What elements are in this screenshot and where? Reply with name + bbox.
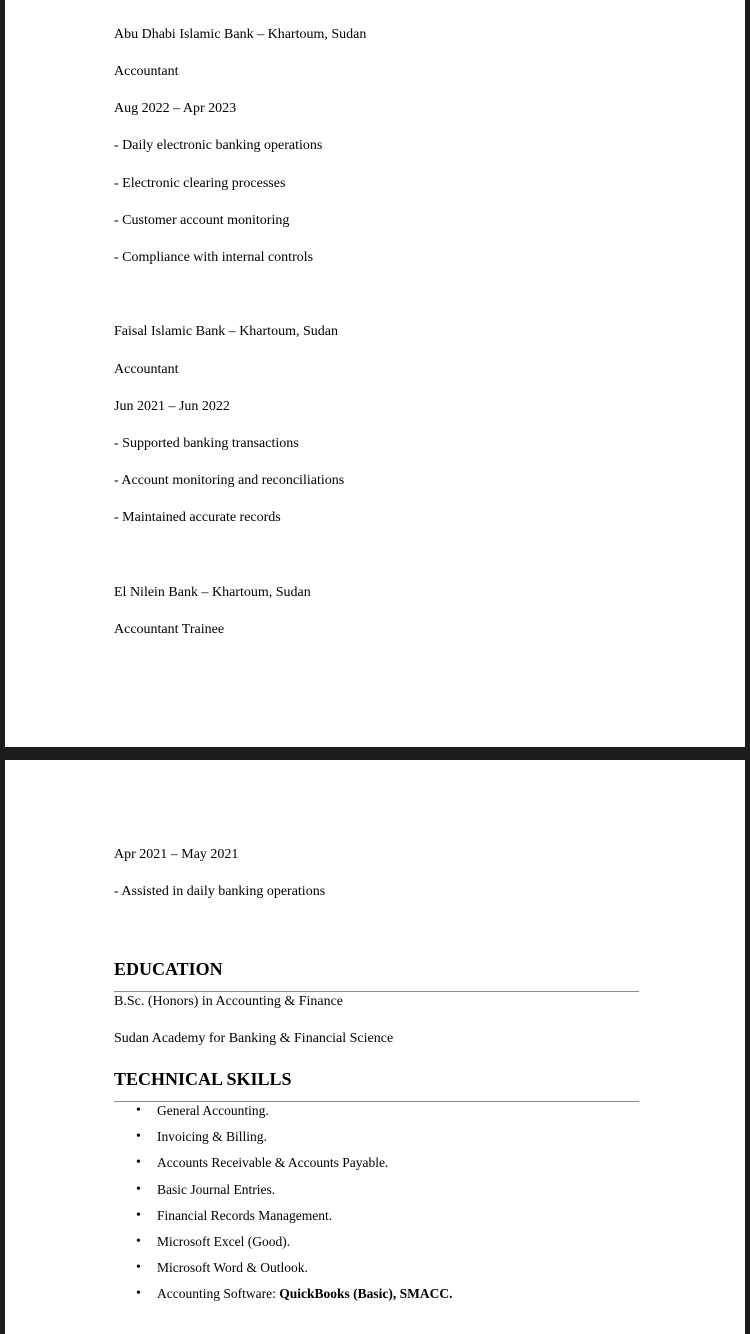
job-dates: Jun 2021 – Jun 2022 <box>114 399 230 414</box>
bullet-icon: • <box>136 1286 141 1302</box>
bullet-icon: • <box>136 1181 141 1197</box>
duty-item: - Supported banking transactions <box>114 436 299 451</box>
bullet-icon: • <box>136 1207 141 1223</box>
duty-item: - Compliance with internal controls <box>114 250 314 265</box>
job-title: Accountant <box>114 64 179 79</box>
duty-item: - Maintained accurate records <box>114 510 281 525</box>
duty-item: - Assisted in daily banking operations <box>114 884 326 899</box>
accounting-software-label: Accounting Software: <box>157 1286 280 1302</box>
education-institution: Sudan Academy for Banking & Financial Science <box>114 1031 394 1046</box>
bullet-icon: • <box>136 1155 141 1171</box>
employer-faisal-islamic-bank: Faisal Islamic Bank – Khartoum, Sudan <box>114 324 338 339</box>
accounting-software-names: QuickBooks (Basic), SMACC. <box>279 1286 453 1302</box>
section-divider <box>114 991 639 992</box>
bullet-icon: • <box>136 1233 141 1249</box>
education-heading: EDUCATION <box>114 959 223 979</box>
duty-item: - Daily electronic banking operations <box>114 138 323 153</box>
job-dates: Aug 2022 – Apr 2023 <box>114 101 237 116</box>
technical-skills-heading: TECHNICAL SKILLS <box>114 1069 292 1089</box>
employer-abu-dhabi-islamic-bank: Abu Dhabi Islamic Bank – Khartoum, Sudan <box>114 27 367 42</box>
document-page-2: Apr 2021 – May 2021 - Assisted in daily banking operations EDUCATION B.Sc. (Honors) in Accounting & Finance Sudan Academy for Banking & Financial Science TECHNICAL SKILLS • General Accounting. • Invoicing & Billing. • Accounts Receivable & Accounts Payable. • Basic Journal Entries. • Financial Records Management. • Microsoft Excel (Good). • Microsoft Word & Outlook. • Accounting Software: QuickBooks (Basic), SMACC. <box>5 760 745 1334</box>
job-dates: Apr 2021 – May 2021 <box>114 847 239 862</box>
employer-el-nilein-bank: El Nilein Bank – Khartoum, Sudan <box>114 585 311 600</box>
bullet-icon: • <box>136 1260 141 1276</box>
bullet-icon: • <box>136 1103 141 1118</box>
job-title: Accountant Trainee <box>114 622 225 637</box>
education-degree: B.Sc. (Honors) in Accounting & Finance <box>114 994 344 1009</box>
duty-item: - Customer account monitoring <box>114 213 290 228</box>
job-title: Accountant <box>114 362 179 377</box>
duty-item: - Account monitoring and reconciliations <box>114 473 345 488</box>
document-page-1 <box>5 0 745 747</box>
bullet-icon: • <box>136 1129 141 1145</box>
duty-item: - Electronic clearing processes <box>114 176 286 191</box>
